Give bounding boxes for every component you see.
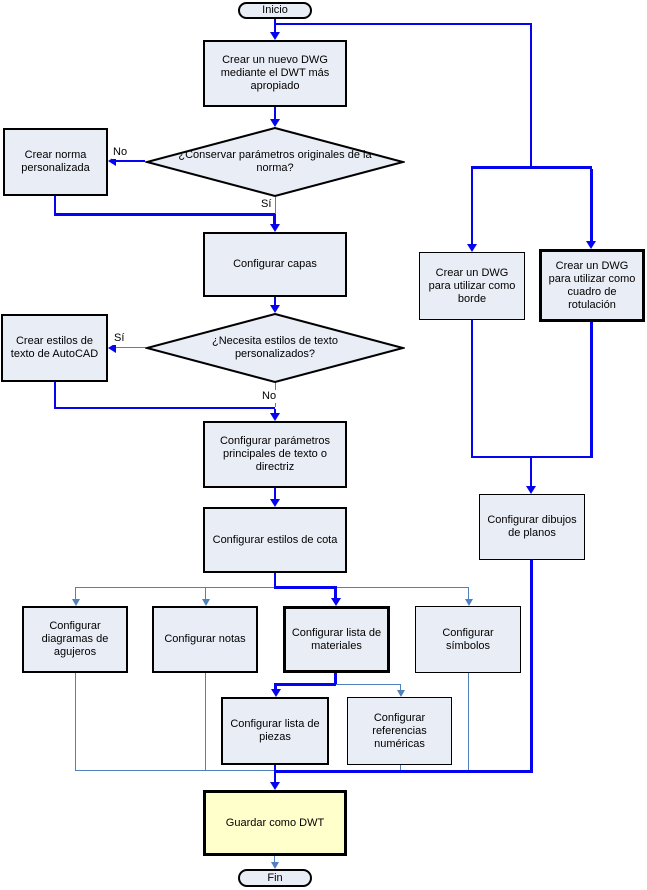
edge-stub-notas bbox=[205, 588, 206, 599]
node-config-parametros-texto-label: Configurar parámetros principales de texto o directriz bbox=[219, 435, 331, 473]
node-fin bbox=[238, 869, 312, 887]
edge-parametros-cota bbox=[274, 488, 276, 499]
edge-to-borde bbox=[471, 169, 473, 244]
edge-decision2-si bbox=[116, 347, 145, 348]
edge-row2-right bbox=[336, 684, 401, 685]
node-config-referencias-label: Configurar referencias numéricas bbox=[372, 711, 427, 750]
edge-rotulacion-down bbox=[590, 322, 593, 458]
node-inicio-label: Inicio bbox=[262, 4, 288, 16]
edge-merge-horizontal bbox=[471, 456, 593, 458]
edge-cota-distribution-v bbox=[274, 573, 276, 587]
edge-simbolos-collector bbox=[468, 673, 469, 773]
edge-crearestilos-feedback-v bbox=[54, 382, 56, 409]
arrowhead-into-materiales bbox=[331, 598, 341, 606]
edge-label-si1: Sí bbox=[261, 198, 272, 210]
arrowhead-into-guardar bbox=[270, 782, 280, 790]
node-config-dibujos-planos-label: Configurar dibujos de planos bbox=[487, 514, 577, 539]
arrowhead-into-borde bbox=[467, 244, 477, 252]
node-decision-estilos-texto-label: ¿Necesita estilos de texto personalizados? bbox=[212, 335, 338, 360]
edge-distribution-left bbox=[75, 587, 275, 588]
arrowhead-into-referencias bbox=[397, 690, 405, 697]
node-crear-dwg-borde-label: Crear un DWG para utilizar como borde bbox=[428, 266, 516, 305]
arrowhead-into-cota bbox=[270, 499, 280, 507]
node-guardar-dwt-label: Guardar como DWT bbox=[225, 816, 325, 829]
edge-notas-collector bbox=[205, 673, 206, 771]
edge-label-no2: No bbox=[262, 390, 277, 402]
edge-agujeros-collector bbox=[75, 673, 76, 771]
node-config-diagramas-agujeros-label: Configurar diagramas de agujeros bbox=[41, 620, 109, 658]
edge-stub-materiales bbox=[334, 589, 337, 598]
edge-dibujos-collector bbox=[530, 560, 533, 772]
node-crear-dwg-label: Crear un nuevo DWG mediante el DWT más apropiado bbox=[220, 54, 330, 92]
arrowhead-into-simbolos bbox=[465, 599, 473, 606]
node-crear-norma-label: Crear norma personalizada bbox=[21, 149, 90, 174]
node-decision-norma bbox=[145, 127, 405, 197]
edge-creardwg-decision1 bbox=[274, 107, 276, 119]
node-config-simbolos-label: Configurar símbolos bbox=[442, 626, 494, 652]
node-crear-dwg bbox=[203, 40, 347, 107]
node-config-notas bbox=[152, 606, 258, 673]
edge-crearnorma-feedback-h bbox=[54, 213, 275, 216]
arrowhead-into-notas bbox=[202, 599, 210, 606]
arrowhead-into-fin bbox=[271, 862, 279, 869]
node-config-lista-piezas bbox=[221, 697, 329, 765]
edge-stub-simbolos bbox=[468, 588, 469, 599]
edge-label-si2: Sí bbox=[114, 332, 125, 344]
node-config-notas-label: Configurar notas bbox=[164, 633, 246, 645]
arrowhead-into-piezas bbox=[271, 689, 281, 697]
arrowhead-into-agujeros bbox=[72, 599, 80, 606]
node-config-diagramas-agujeros bbox=[22, 606, 128, 673]
arrowhead-into-decision2 bbox=[270, 305, 280, 313]
edge-collector-thin bbox=[75, 770, 275, 771]
edge-to-rotulacion bbox=[590, 169, 593, 241]
node-config-lista-piezas-label: Configurar lista de piezas bbox=[230, 718, 320, 743]
edge-distribution-center bbox=[274, 586, 337, 589]
edge-piezas-guardar bbox=[274, 765, 276, 783]
arrowhead-into-capas bbox=[270, 224, 280, 232]
node-crear-norma bbox=[3, 128, 108, 196]
edge-collector-thick bbox=[274, 770, 533, 773]
edge-into-dibujos bbox=[530, 458, 532, 486]
node-decision-estilos-texto bbox=[145, 313, 405, 383]
node-config-lista-materiales bbox=[283, 606, 390, 673]
arrowhead-into-dibujos bbox=[526, 486, 536, 494]
edge-distribution-right bbox=[337, 587, 469, 588]
node-config-estilos-cota bbox=[203, 507, 347, 573]
node-config-parametros-texto bbox=[203, 421, 347, 488]
node-config-dibujos-planos bbox=[479, 494, 585, 560]
edge-stub-agujeros bbox=[75, 588, 76, 599]
node-crear-dwg-rotulacion bbox=[539, 249, 645, 322]
arrowhead-into-rotulacion bbox=[586, 241, 596, 249]
node-crear-dwg-borde bbox=[419, 252, 525, 320]
node-crear-dwg-rotulacion-label: Crear un DWG para utilizar como cuadro de rotulación bbox=[548, 259, 636, 311]
arrowhead-into-decision1 bbox=[270, 119, 280, 127]
node-configurar-capas bbox=[203, 232, 347, 297]
edge-label-no1: No bbox=[113, 146, 128, 158]
edge-right-split-horizontal bbox=[471, 166, 592, 169]
node-config-referencias bbox=[347, 697, 452, 765]
node-inicio bbox=[238, 2, 312, 19]
node-crear-estilos-texto-label: Crear estilos de texto de AutoCAD bbox=[10, 335, 99, 360]
node-config-simbolos bbox=[415, 606, 521, 673]
node-decision-norma-label: ¿Conservar parámetros originales de la norma? bbox=[178, 149, 372, 174]
edge-borde-down bbox=[471, 320, 473, 458]
node-fin-label: Fin bbox=[267, 871, 283, 884]
arrowhead-into-creardwg bbox=[270, 32, 280, 40]
edge-decision1-si-vertical bbox=[275, 197, 276, 214]
edge-right-branch-vertical bbox=[530, 23, 532, 168]
node-config-estilos-cota-label: Configurar estilos de cota bbox=[212, 533, 338, 546]
node-configurar-capas-label: Configurar capas bbox=[233, 258, 317, 270]
node-config-lista-materiales-label: Configurar lista de materiales bbox=[291, 626, 382, 652]
edge-row2-left bbox=[274, 683, 336, 686]
node-crear-estilos-texto bbox=[1, 314, 108, 382]
node-guardar-dwt bbox=[203, 790, 347, 856]
edge-crearestilos-feedback-h bbox=[54, 407, 275, 409]
edge-inicio-right-branch bbox=[275, 23, 532, 25]
edge-decision1-no bbox=[116, 160, 145, 162]
arrowhead-into-parametros bbox=[270, 413, 280, 421]
